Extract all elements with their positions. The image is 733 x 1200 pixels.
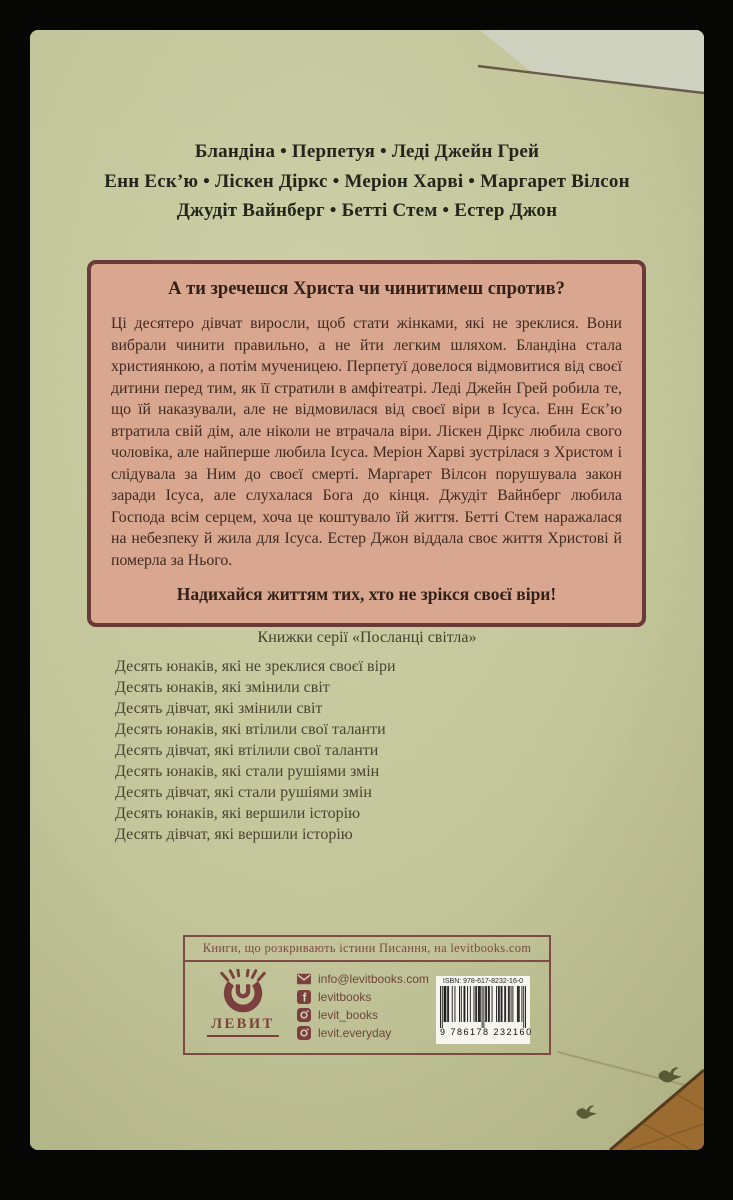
series-book-title: Десять юнаків, які не зреклися своєї віри [115, 658, 396, 675]
isbn-label: ISBN: 978-617-8232-16-0 [442, 978, 524, 985]
contact-row [297, 990, 429, 1004]
series-book-title: Десять юнаків, які втілили свої таланти [115, 721, 386, 738]
martyr-names-line: Бландіна • Перпетуя • Леді Джейн Грей [194, 141, 540, 162]
blurb-closing: Надихайся життям тих, хто не зрікся своєї віри! [176, 584, 557, 604]
series-book-title: Десять юнаків, які вершили історію [115, 805, 361, 822]
blurb-body: Ці десятеро дівчат виросли, щоб стати жінками, які не зреклися. Вони вибрали чинити правильно, а не йти легким шляхом. Бландіна стала християнкою, а потім мученицею. Перпетуї довелося відмовитися від своєї дитини перед тим, як її стратили в амфітеатрі. Леді Джейн Грей робила те, що їй наказували, але не відмовилася від своєї віри в Ісуса. Енн Еск’ю втратила свій дім, але ніколи не втрачала віри. Ліскен Діркс любила свого чоловіка, але найперше любила Ісуса. Меріон Харві зустрілася з Христом і слідувала за Ним до своєї смерті. Маргарет Вілсон порушувала закон заради Ісуса, але слухалася Бога до кінця. Джудіт Вайнберг любила Господа всім серцем, хоча це коштувало їй життя. Бетті Стем наражалася на небезпеку й жила для Ісуса. Естер Джон віддала своє життя Христові й померла за Нього. [111, 315, 622, 569]
contact-label: levitbooks [318, 990, 372, 1004]
series-book-title: Десять дівчат, які вершили історію [115, 826, 353, 843]
facebook-icon [297, 990, 311, 1004]
instagram-icon [297, 1026, 311, 1040]
series-heading: Книжки серії «Посланці світла» [257, 629, 477, 646]
levit-logo-icon [214, 969, 272, 1015]
svg-text:f: f [302, 992, 307, 1004]
publisher-box [183, 935, 551, 1055]
book-back-cover [30, 30, 704, 1150]
series-book-title: Десять дівчат, які змінили світ [115, 700, 323, 717]
email-icon [297, 972, 311, 986]
series-list [115, 656, 619, 845]
contact-row [297, 972, 429, 986]
contact-label: levit_books [318, 1008, 379, 1022]
barcode-bars [440, 986, 526, 1028]
series-book-title: Десять юнаків, які стали рушіями змін [115, 763, 380, 780]
martyr-names-line: Енн Еск’ю • Ліскен Діркс • Меріон Харві • Маргарет Вілсон [104, 170, 630, 192]
contact-label: info@levitbooks.com [318, 972, 429, 986]
series-book-title: Десять дівчат, які стали рушіями змін [115, 784, 372, 801]
contact-row [297, 1026, 429, 1040]
publisher-tagline: Книги, що розкривають істини Писання, на levitbooks.com [185, 937, 549, 962]
publisher-content [185, 962, 549, 1053]
publisher-logo-text: ЛЕВИТ [207, 1016, 279, 1037]
blurb-title: А ти зречешся Христа чи чинитимеш спротив? [168, 279, 565, 299]
martyr-names-line: Джудіт Вайнберг • Бетті Стем • Естер Джон [176, 200, 558, 221]
instagram-icon [297, 1008, 311, 1022]
blurb-box [87, 260, 646, 627]
contact-row [297, 1008, 429, 1022]
contact-list [297, 972, 429, 1040]
contact-label: levit.everyday [318, 1026, 392, 1040]
barcode [436, 976, 533, 1044]
publisher-logo [207, 969, 279, 1037]
series-section [115, 629, 619, 845]
series-book-title: Десять дівчат, які втілили свої таланти [115, 742, 379, 759]
barcode-digits: 9 786178 232160 [440, 1027, 533, 1037]
series-book-title: Десять юнаків, які змінили світ [115, 679, 330, 696]
martyr-names [30, 137, 704, 226]
